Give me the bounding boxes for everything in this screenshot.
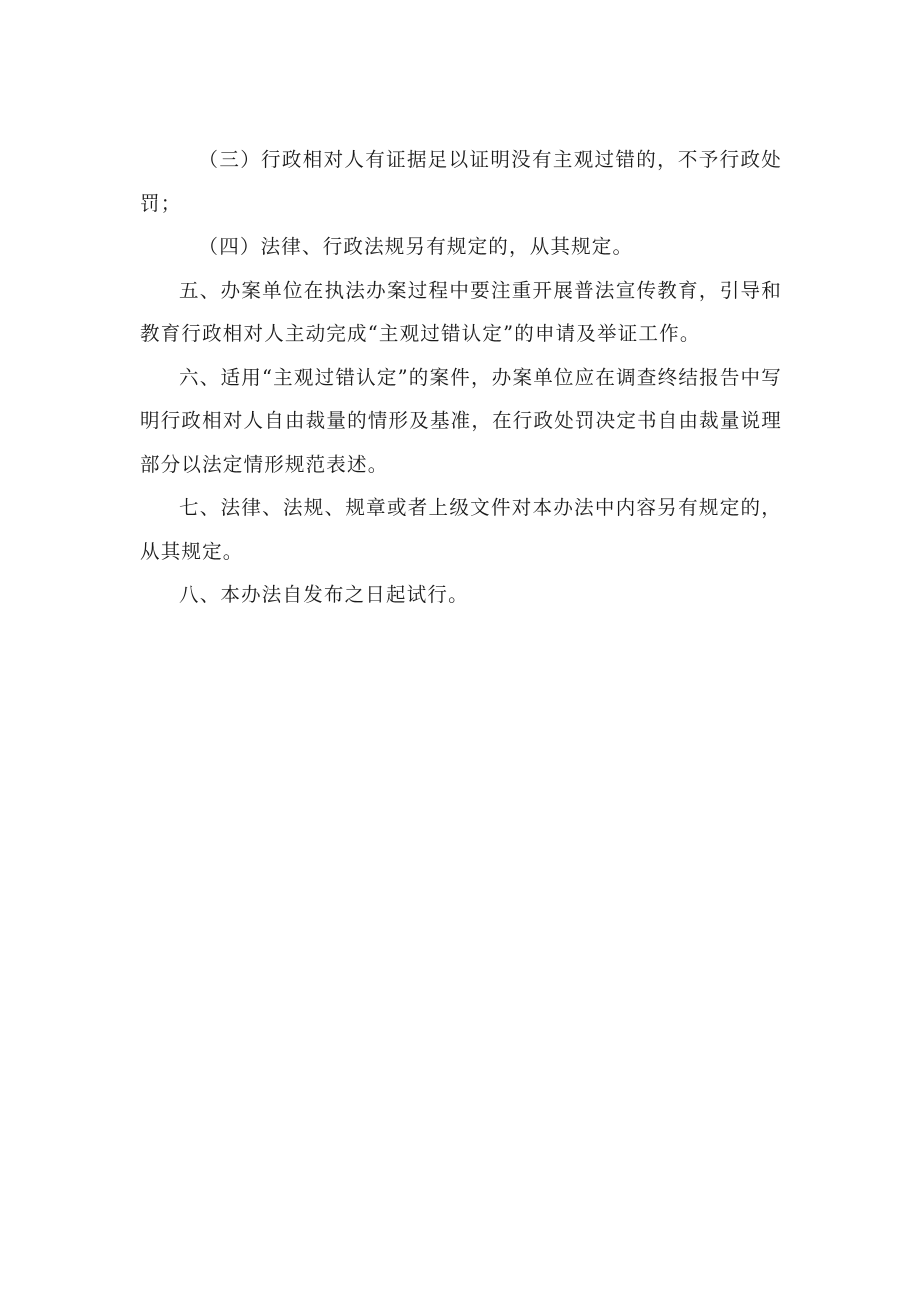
document-body [140,138,782,617]
paragraph-item-3: （三）行政相对人有证据足以证明没有主观过错的，不予行政处罚； [140,148,782,215]
paragraph-item-4: （四）法律、行政法规另有规定的，从其规定。 [198,235,634,258]
paragraph-article-5: 五、办案单位在执法办案过程中要注重开展普法宣传教育，引导和教育行政相对人主动完成“主观过错认定”的申请及举证工作。 [140,278,782,345]
paragraph-article-7: 七、法律、法规、规章或者上级文件对本办法中内容另有规定的，从其规定。 [140,496,782,563]
paragraph-article-6: 六、适用“主观过错认定”的案件，办案单位应在调查终结报告中写明行政相对人自由裁量的情形及基准，在行政处罚决定书自由裁量说理部分以法定情形规范表述。 [140,365,782,476]
paragraph-article-8: 八、本办法自发布之日起试行。 [179,583,469,606]
